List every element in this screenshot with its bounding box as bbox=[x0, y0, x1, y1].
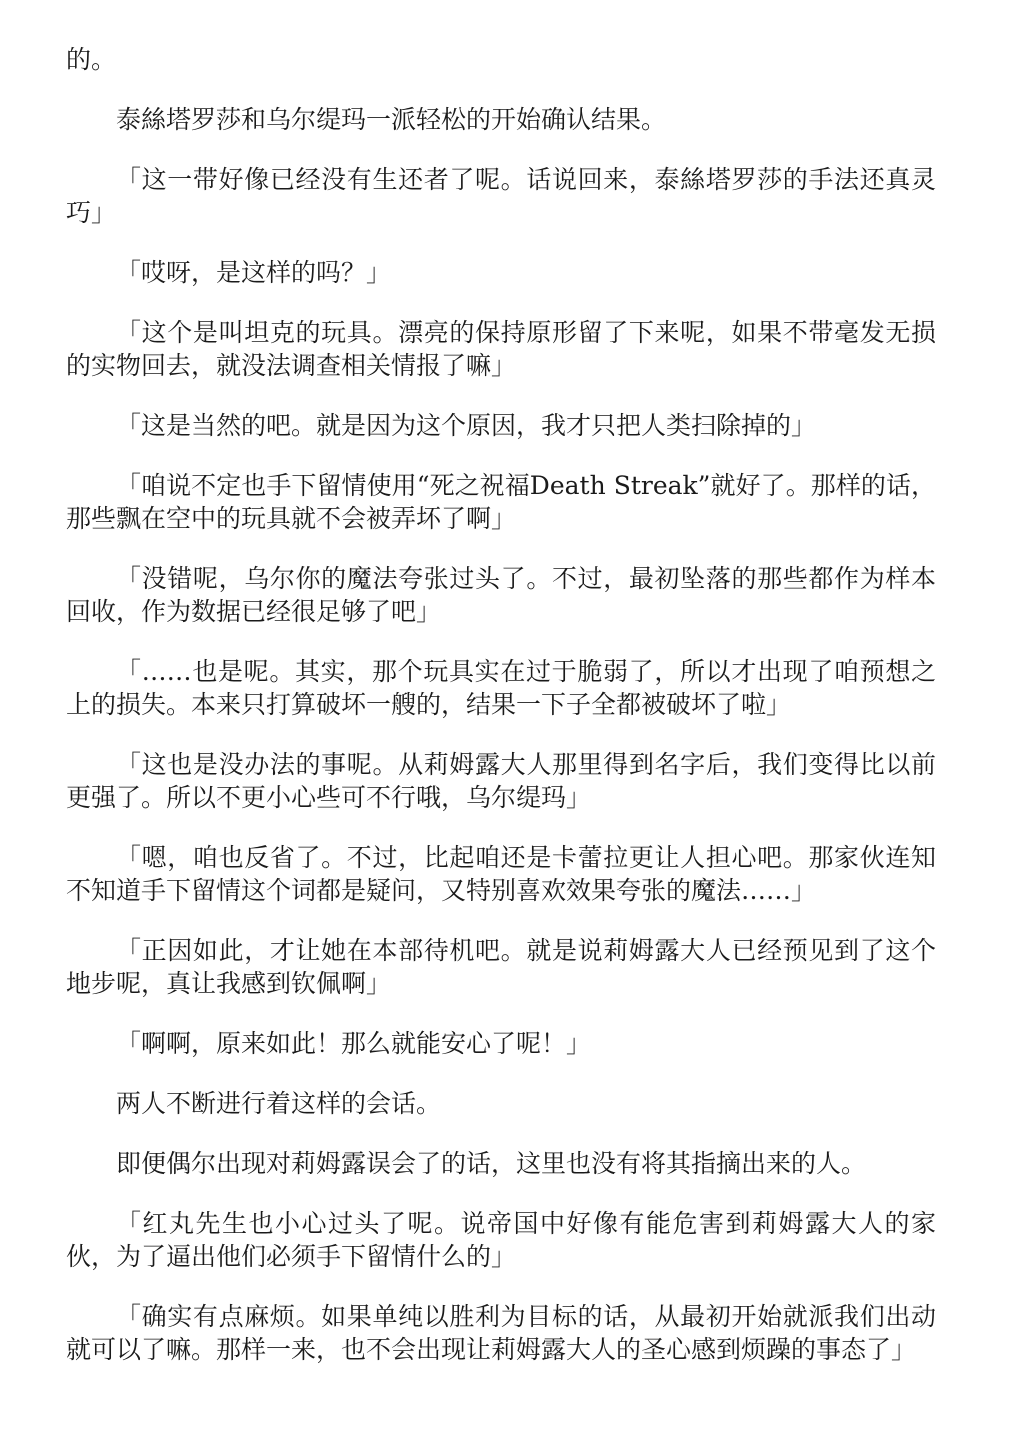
paragraph-0: 的。 bbox=[66, 45, 117, 74]
paragraph-2: 「这一带好像已经没有生还者了呢。话说回来，泰絲塔罗莎的手法还真灵巧」 bbox=[66, 165, 936, 227]
paragraph-16: 「确实有点麻烦。如果单纯以胜利为目标的话，从最初开始就派我们出动就可以了嘛。那样一来，也不会出现让莉姆露大人的圣心感到烦躁的事态了」 bbox=[66, 1302, 936, 1364]
paragraph-8: 「……也是呢。其实，那个玩具实在过于脆弱了，所以才出现了咱预想之上的损失。本来只打算破坏一艘的，结果一下子全都被破坏了啦」 bbox=[66, 657, 936, 719]
paragraph-3: 「哎呀，是这样的吗？」 bbox=[116, 258, 392, 287]
paragraph-5: 「这是当然的吧。就是因为这个原因，我才只把人类扫除掉的」 bbox=[116, 411, 817, 440]
paragraph-7: 「没错呢，乌尔你的魔法夸张过头了。不过，最初坠落的那些都作为样本回收，作为数据已经很足够了吧」 bbox=[66, 564, 936, 626]
paragraph-14: 即便偶尔出现对莉姆露误会了的话，这里也没有将其指摘出来的人。 bbox=[116, 1149, 867, 1178]
paragraph-11: 「正因如此，才让她在本部待机吧。就是说莉姆露大人已经预见到了这个地步呢，真让我感到钦佩啊」 bbox=[66, 936, 936, 998]
paragraph-4: 「这个是叫坦克的玩具。漂亮的保持原形留了下来呢，如果不带毫发无损的实物回去，就没法调查相关情报了嘛」 bbox=[66, 318, 936, 380]
paragraph-6: 「咱说不定也手下留情使用“死之祝福Death Streak”就好了。那样的话，那些飘在空中的玩具就不会被弄坏了啊」 bbox=[66, 471, 936, 533]
paragraph-9: 「这也是没办法的事呢。从莉姆露大人那里得到名字后，我们变得比以前更强了。所以不更小心些可不行哦，乌尔缇玛」 bbox=[66, 750, 936, 812]
document-page bbox=[66, 43, 936, 1393]
paragraph-13: 两人不断进行着这样的会话。 bbox=[116, 1089, 442, 1118]
paragraph-1: 泰絲塔罗莎和乌尔缇玛一派轻松的开始确认结果。 bbox=[116, 105, 667, 134]
paragraph-10: 「嗯，咱也反省了。不过，比起咱还是卡蕾拉更让人担心吧。那家伙连知不知道手下留情这个词都是疑问，又特别喜欢效果夸张的魔法……」 bbox=[66, 843, 936, 905]
paragraph-12: 「啊啊，原来如此！那么就能安心了呢！」 bbox=[116, 1029, 592, 1058]
paragraph-15: 「红丸先生也小心过头了呢。说帝国中好像有能危害到莉姆露大人的家伙，为了逼出他们必须手下留情什么的」 bbox=[66, 1209, 936, 1271]
